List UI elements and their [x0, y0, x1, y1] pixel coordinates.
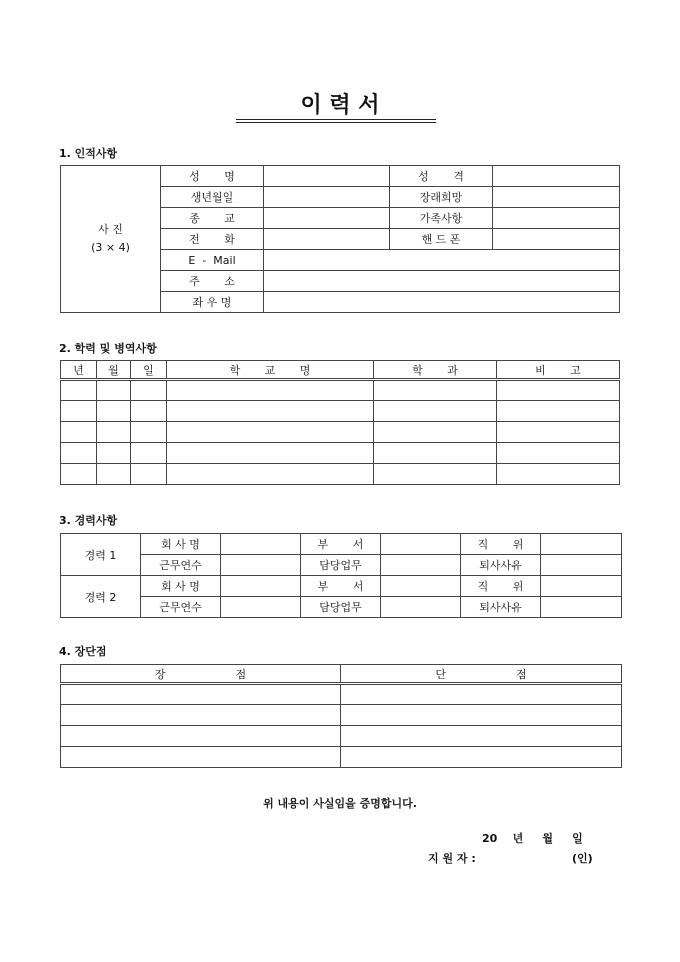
table-row — [61, 443, 620, 464]
cell[interactable] — [61, 684, 341, 705]
cell[interactable] — [497, 464, 620, 485]
cell[interactable] — [97, 443, 131, 464]
cell[interactable] — [61, 380, 97, 401]
label-birth: 생년월일 — [161, 187, 264, 208]
field-company[interactable] — [221, 534, 301, 555]
personal-info-table — [60, 165, 620, 313]
cell[interactable] — [341, 684, 622, 705]
career-table — [60, 533, 622, 618]
field-motto[interactable] — [264, 292, 620, 313]
cell[interactable] — [97, 422, 131, 443]
field-department[interactable] — [381, 576, 461, 597]
label-position: 직 위 — [461, 534, 541, 555]
col-month: 월 — [97, 361, 131, 380]
label-religion: 종 교 — [161, 208, 264, 229]
cell[interactable] — [97, 380, 131, 401]
field-leave-reason[interactable] — [541, 555, 622, 576]
field-birth[interactable] — [264, 187, 390, 208]
label-company: 회 사 명 — [141, 534, 221, 555]
cell[interactable] — [167, 401, 374, 422]
col-school: 학 교 명 — [167, 361, 374, 380]
field-personality[interactable] — [493, 166, 620, 187]
cell[interactable] — [374, 443, 497, 464]
cell[interactable] — [61, 443, 97, 464]
table-row — [61, 705, 622, 726]
cell[interactable] — [167, 422, 374, 443]
field-company[interactable] — [221, 576, 301, 597]
table-row — [61, 380, 620, 401]
field-department[interactable] — [381, 534, 461, 555]
education-table — [60, 360, 620, 485]
label-mobile: 핸 드 폰 — [390, 229, 493, 250]
field-address[interactable] — [264, 271, 620, 292]
col-weaknesses: 단 점 — [341, 665, 622, 684]
field-years[interactable] — [221, 597, 301, 618]
career-1-label: 경력 1 — [61, 534, 141, 576]
cell[interactable] — [167, 464, 374, 485]
label-years: 근무연수 — [141, 555, 221, 576]
field-email[interactable] — [264, 250, 620, 271]
field-leave-reason[interactable] — [541, 597, 622, 618]
cell[interactable] — [131, 443, 167, 464]
strengths-table — [60, 664, 622, 768]
cell[interactable] — [497, 401, 620, 422]
cell[interactable] — [61, 726, 341, 747]
cell[interactable] — [497, 422, 620, 443]
table-row — [61, 684, 622, 705]
seal-mark[interactable]: (인) — [572, 852, 593, 865]
field-phone[interactable] — [264, 229, 390, 250]
cell[interactable] — [61, 422, 97, 443]
cell[interactable] — [497, 443, 620, 464]
photo-label: 사 진 — [98, 223, 123, 236]
label-family: 가족사항 — [390, 208, 493, 229]
field-family[interactable] — [493, 208, 620, 229]
cell[interactable] — [97, 401, 131, 422]
section-heading-strengths: 4. 장단점 — [59, 645, 107, 658]
field-duty[interactable] — [381, 597, 461, 618]
table-row — [61, 422, 620, 443]
cell[interactable] — [61, 464, 97, 485]
section-heading-personal: 1. 인적사항 — [59, 147, 118, 160]
field-mobile[interactable] — [493, 229, 620, 250]
label-years: 근무연수 — [141, 597, 221, 618]
label-leave-reason: 퇴사사유 — [461, 555, 541, 576]
table-row — [61, 747, 622, 768]
section-heading-education: 2. 학력 및 병역사항 — [59, 342, 157, 355]
col-note: 비 고 — [497, 361, 620, 380]
col-year: 년 — [61, 361, 97, 380]
cell[interactable] — [131, 401, 167, 422]
field-religion[interactable] — [264, 208, 390, 229]
field-aspiration[interactable] — [493, 187, 620, 208]
label-phone: 전 화 — [161, 229, 264, 250]
label-leave-reason: 퇴사사유 — [461, 597, 541, 618]
label-address: 주 소 — [161, 271, 264, 292]
label-email: E - Mail — [161, 250, 264, 271]
cell[interactable] — [374, 422, 497, 443]
label-department: 부 서 — [301, 534, 381, 555]
field-name[interactable] — [264, 166, 390, 187]
cell[interactable] — [374, 401, 497, 422]
declaration-text: 위 내용이 사실임을 증명합니다. — [263, 797, 417, 810]
field-position[interactable] — [541, 534, 622, 555]
label-duty: 담당업무 — [301, 555, 381, 576]
col-day: 일 — [131, 361, 167, 380]
cell[interactable] — [131, 464, 167, 485]
field-years[interactable] — [221, 555, 301, 576]
table-row — [61, 726, 622, 747]
career-2-label: 경력 2 — [61, 576, 141, 618]
cell[interactable] — [374, 380, 497, 401]
photo-size: (3 × 4) — [91, 241, 130, 254]
applicant-label: 지 원 자 : — [428, 852, 476, 865]
table-row — [61, 464, 620, 485]
label-duty: 담당업무 — [301, 597, 381, 618]
title-underline — [236, 119, 436, 120]
label-department: 부 서 — [301, 576, 381, 597]
label-name: 성 명 — [161, 166, 264, 187]
label-motto: 좌 우 명 — [161, 292, 264, 313]
field-position[interactable] — [541, 576, 622, 597]
label-personality: 성 격 — [390, 166, 493, 187]
cell[interactable] — [61, 747, 341, 768]
table-row — [61, 401, 620, 422]
title-underline — [236, 122, 436, 123]
cell[interactable] — [61, 401, 97, 422]
label-aspiration: 장래희망 — [390, 187, 493, 208]
cell[interactable] — [497, 380, 620, 401]
cell[interactable] — [341, 705, 622, 726]
col-major: 학 과 — [374, 361, 497, 380]
cell[interactable] — [167, 443, 374, 464]
date-line[interactable]: 20 년 월 일 — [482, 832, 583, 845]
cell[interactable] — [167, 380, 374, 401]
photo-cell[interactable] — [61, 166, 161, 313]
label-company: 회 사 명 — [141, 576, 221, 597]
cell[interactable] — [97, 464, 131, 485]
field-duty[interactable] — [381, 555, 461, 576]
cell[interactable] — [374, 464, 497, 485]
label-position: 직 위 — [461, 576, 541, 597]
section-heading-career: 3. 경력사항 — [59, 514, 118, 527]
cell[interactable] — [131, 422, 167, 443]
document-title: 이 력 서 — [300, 93, 380, 118]
cell[interactable] — [341, 747, 622, 768]
cell[interactable] — [131, 380, 167, 401]
cell[interactable] — [61, 705, 341, 726]
cell[interactable] — [341, 726, 622, 747]
col-strengths: 장 점 — [61, 665, 341, 684]
